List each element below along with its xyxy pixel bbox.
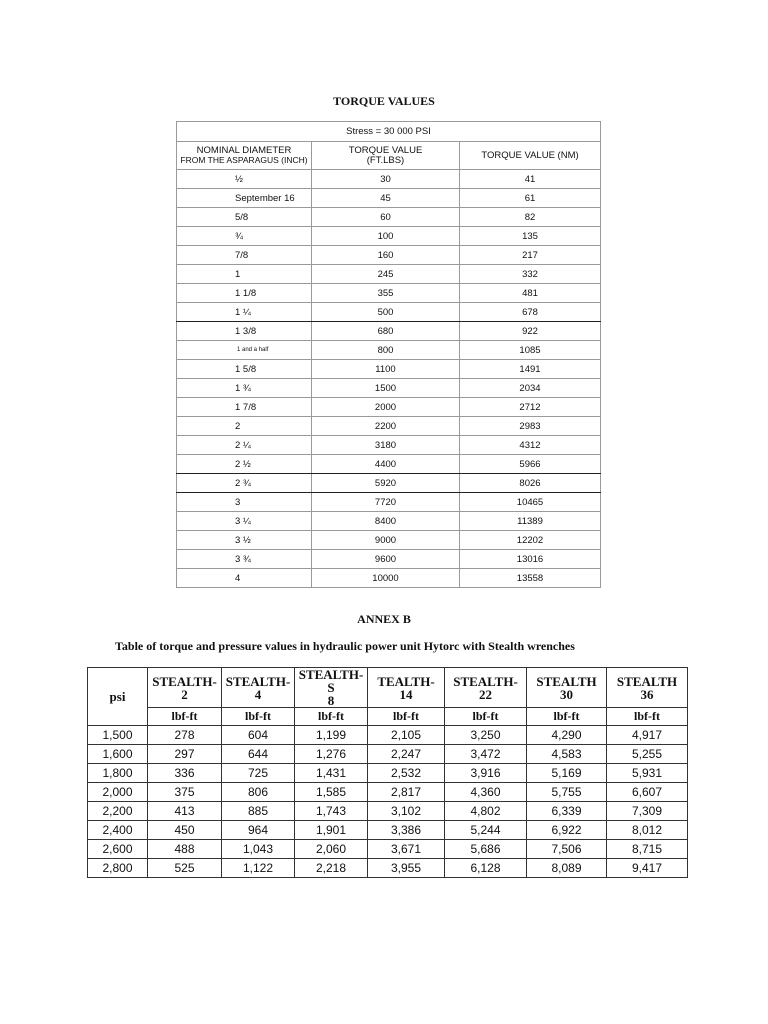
model-header bbox=[607, 668, 688, 708]
nominal-diameter-header-line1: NOMINAL DIAMETER bbox=[196, 145, 292, 157]
torque-nm-cell: 217 bbox=[460, 246, 601, 265]
torque-ftlbs-cell: 245 bbox=[312, 265, 460, 284]
diameter-cell: 1 3/8 bbox=[177, 322, 312, 341]
torque-cell: 4,360 bbox=[445, 783, 527, 802]
torque-nm-cell: 922 bbox=[460, 322, 601, 341]
torque-values-table bbox=[176, 121, 601, 588]
model-header bbox=[368, 668, 445, 708]
torque-ftlbs-header-line1: TORQUE VALUE bbox=[348, 144, 423, 156]
torque-cell: 488 bbox=[148, 840, 222, 859]
torque-ftlbs-header-line2: (FT.LBS) bbox=[366, 154, 405, 166]
torque-cell: 4,917 bbox=[607, 726, 688, 745]
diameter-cell: 1 1/8 bbox=[177, 284, 312, 303]
model-header-line1: STEALTH bbox=[536, 673, 597, 689]
psi-cell: 2,400 bbox=[88, 821, 148, 840]
torque-cell: 2,247 bbox=[368, 745, 445, 764]
diameter-cell: ½ bbox=[177, 170, 312, 189]
diameter-cell: 1 and a half bbox=[177, 341, 312, 360]
torque-cell: 8,715 bbox=[607, 840, 688, 859]
torque-ftlbs-cell: 45 bbox=[312, 189, 460, 208]
torque-cell: 413 bbox=[148, 802, 222, 821]
torque-cell: 2,817 bbox=[368, 783, 445, 802]
torque-cell: 6,607 bbox=[607, 783, 688, 802]
diameter-cell: ¾ bbox=[177, 227, 312, 246]
model-header-line1: STEALTH- bbox=[225, 673, 291, 689]
model-header-line1: STEALTH bbox=[616, 673, 678, 689]
model-header bbox=[295, 668, 368, 708]
table-row bbox=[177, 417, 601, 436]
torque-cell: 8,089 bbox=[527, 859, 607, 878]
torque-nm-cell: 678 bbox=[460, 303, 601, 322]
nominal-diameter-header bbox=[177, 142, 312, 170]
diameter-cell: 1 7/8 bbox=[177, 398, 312, 417]
torque-nm-cell: 2712 bbox=[460, 398, 601, 417]
table-row bbox=[177, 398, 601, 417]
torque-cell: 9,417 bbox=[607, 859, 688, 878]
torque-cell: 6,339 bbox=[527, 802, 607, 821]
diameter-cell: 3 ½ bbox=[177, 531, 312, 550]
torque-ftlbs-cell: 500 bbox=[312, 303, 460, 322]
table-row bbox=[177, 341, 601, 360]
torque-ftlbs-cell: 9600 bbox=[312, 550, 460, 569]
unit-header: lbf-ft bbox=[148, 708, 222, 726]
table-row bbox=[177, 189, 601, 208]
psi-cell: 2,200 bbox=[88, 802, 148, 821]
torque-cell: 4,583 bbox=[527, 745, 607, 764]
model-header-line2: 36 bbox=[640, 686, 654, 702]
torque-nm-cell: 5966 bbox=[460, 455, 601, 474]
torque-cell: 5,244 bbox=[445, 821, 527, 840]
table-row bbox=[177, 246, 601, 265]
torque-cell: 1,743 bbox=[295, 802, 368, 821]
torque-ftlbs-cell: 3180 bbox=[312, 436, 460, 455]
torque-cell: 725 bbox=[222, 764, 295, 783]
diameter-cell: 7/8 bbox=[177, 246, 312, 265]
psi-cell: 2,800 bbox=[88, 859, 148, 878]
diameter-cell: 3 ¼ bbox=[177, 512, 312, 531]
torque-cell: 375 bbox=[148, 783, 222, 802]
table-row bbox=[177, 455, 601, 474]
torque-cell: 7,309 bbox=[607, 802, 688, 821]
torque-ftlbs-cell: 10000 bbox=[312, 569, 460, 588]
diameter-cell: September 16 bbox=[177, 189, 312, 208]
torque-cell: 8,012 bbox=[607, 821, 688, 840]
table-row bbox=[177, 170, 601, 189]
diameter-cell: 2 ¾ bbox=[177, 474, 312, 493]
torque-cell: 3,250 bbox=[445, 726, 527, 745]
psi-cell: 1,500 bbox=[88, 726, 148, 745]
model-header bbox=[445, 668, 527, 708]
torque-cell: 5,686 bbox=[445, 840, 527, 859]
table-row bbox=[177, 265, 601, 284]
diameter-cell: 2 ½ bbox=[177, 455, 312, 474]
table-row bbox=[88, 726, 688, 745]
torque-ftlbs-cell: 9000 bbox=[312, 531, 460, 550]
annex-title: ANNEX B bbox=[357, 612, 411, 626]
model-header-line2: 22 bbox=[479, 686, 492, 702]
unit-header: lbf-ft bbox=[607, 708, 688, 726]
table-row bbox=[177, 531, 601, 550]
diameter-cell: 1 ¾ bbox=[177, 379, 312, 398]
torque-ftlbs-cell: 2000 bbox=[312, 398, 460, 417]
table-row bbox=[88, 764, 688, 783]
torque-ftlbs-cell: 1500 bbox=[312, 379, 460, 398]
torque-cell: 6,922 bbox=[527, 821, 607, 840]
diameter-cell: 1 bbox=[177, 265, 312, 284]
torque-cell: 278 bbox=[148, 726, 222, 745]
stealth-pressure-table bbox=[87, 667, 688, 878]
torque-nm-cell: 332 bbox=[460, 265, 601, 284]
torque-cell: 3,916 bbox=[445, 764, 527, 783]
torque-ftlbs-cell: 8400 bbox=[312, 512, 460, 531]
torque-ftlbs-cell: 1100 bbox=[312, 360, 460, 379]
torque-ftlbs-cell: 5920 bbox=[312, 474, 460, 493]
torque-cell: 604 bbox=[222, 726, 295, 745]
table-row bbox=[177, 284, 601, 303]
annex-caption: Table of torque and pressure values in hydraulic power unit Hytorc with Stealth wrenches bbox=[115, 639, 575, 653]
unit-header: lbf-ft bbox=[295, 708, 368, 726]
diameter-cell: 2 bbox=[177, 417, 312, 436]
torque-ftlbs-cell: 100 bbox=[312, 227, 460, 246]
diameter-cell: 3 bbox=[177, 493, 312, 512]
torque-ftlbs-cell: 4400 bbox=[312, 455, 460, 474]
torque-cell: 1,585 bbox=[295, 783, 368, 802]
table-row bbox=[177, 360, 601, 379]
torque-nm-cell: 2034 bbox=[460, 379, 601, 398]
torque-cell: 3,671 bbox=[368, 840, 445, 859]
torque-cell: 5,755 bbox=[527, 783, 607, 802]
unit-header: lbf-ft bbox=[222, 708, 295, 726]
page-title: TORQUE VALUES bbox=[333, 94, 435, 108]
torque-nm-cell: 10465 bbox=[460, 493, 601, 512]
model-header bbox=[222, 668, 295, 708]
torque-cell: 2,105 bbox=[368, 726, 445, 745]
torque-nm-cell: 13016 bbox=[460, 550, 601, 569]
model-header bbox=[527, 668, 607, 708]
torque-ftlbs-header bbox=[312, 142, 460, 170]
torque-cell: 1,199 bbox=[295, 726, 368, 745]
torque-nm-cell: 12202 bbox=[460, 531, 601, 550]
torque-cell: 6,128 bbox=[445, 859, 527, 878]
torque-cell: 1,043 bbox=[222, 840, 295, 859]
table-row bbox=[177, 474, 601, 493]
torque-cell: 1,276 bbox=[295, 745, 368, 764]
model-header-line2: 14 bbox=[399, 686, 413, 702]
torque-cell: 3,955 bbox=[368, 859, 445, 878]
torque-cell: 3,386 bbox=[368, 821, 445, 840]
table-row bbox=[177, 550, 601, 569]
torque-ftlbs-cell: 680 bbox=[312, 322, 460, 341]
table-row bbox=[177, 436, 601, 455]
diameter-cell: 2 ¼ bbox=[177, 436, 312, 455]
torque-cell: 5,931 bbox=[607, 764, 688, 783]
diameter-cell: 3 ¾ bbox=[177, 550, 312, 569]
table-row bbox=[88, 783, 688, 802]
model-header-line1: STEALTH- bbox=[152, 673, 217, 689]
stress-header: Stress = 30 000 PSI bbox=[177, 122, 601, 142]
table-row bbox=[177, 512, 601, 531]
model-header-line2: 4 bbox=[254, 686, 262, 702]
torque-cell: 1,122 bbox=[222, 859, 295, 878]
model-header-line1: STEALTH- S bbox=[298, 667, 364, 695]
torque-nm-cell: 41 bbox=[460, 170, 601, 189]
torque-ftlbs-cell: 160 bbox=[312, 246, 460, 265]
psi-cell: 1,600 bbox=[88, 745, 148, 764]
torque-cell: 2,060 bbox=[295, 840, 368, 859]
table-row bbox=[177, 569, 601, 588]
model-header-line2: 2 bbox=[181, 686, 188, 702]
table-row bbox=[177, 379, 601, 398]
torque-nm-cell: 13558 bbox=[460, 569, 601, 588]
torque-ftlbs-cell: 30 bbox=[312, 170, 460, 189]
table-row bbox=[88, 821, 688, 840]
torque-nm-cell: 135 bbox=[460, 227, 601, 246]
torque-ftlbs-cell: 2200 bbox=[312, 417, 460, 436]
torque-nm-header: TORQUE VALUE (NM) bbox=[460, 142, 601, 170]
torque-cell: 806 bbox=[222, 783, 295, 802]
table-row bbox=[177, 303, 601, 322]
torque-ftlbs-cell: 60 bbox=[312, 208, 460, 227]
torque-cell: 297 bbox=[148, 745, 222, 764]
torque-cell: 3,472 bbox=[445, 745, 527, 764]
unit-header: lbf-ft bbox=[368, 708, 445, 726]
torque-nm-cell: 1491 bbox=[460, 360, 601, 379]
table-row bbox=[177, 493, 601, 512]
torque-ftlbs-cell: 800 bbox=[312, 341, 460, 360]
torque-cell: 450 bbox=[148, 821, 222, 840]
torque-cell: 4,290 bbox=[527, 726, 607, 745]
table-row bbox=[88, 745, 688, 764]
unit-header: lbf-ft bbox=[527, 708, 607, 726]
torque-cell: 1,431 bbox=[295, 764, 368, 783]
torque-cell: 2,218 bbox=[295, 859, 368, 878]
torque-nm-cell: 82 bbox=[460, 208, 601, 227]
torque-cell: 885 bbox=[222, 802, 295, 821]
table-row bbox=[177, 227, 601, 246]
torque-cell: 4,802 bbox=[445, 802, 527, 821]
table-row bbox=[177, 322, 601, 341]
torque-ftlbs-cell: 355 bbox=[312, 284, 460, 303]
torque-nm-cell: 2983 bbox=[460, 417, 601, 436]
diameter-cell: 4 bbox=[177, 569, 312, 588]
diameter-cell: 1 ¼ bbox=[177, 303, 312, 322]
model-header-line2: 30 bbox=[560, 686, 573, 702]
torque-cell: 1,901 bbox=[295, 821, 368, 840]
table-row bbox=[88, 859, 688, 878]
torque-cell: 5,255 bbox=[607, 745, 688, 764]
torque-cell: 525 bbox=[148, 859, 222, 878]
torque-cell: 964 bbox=[222, 821, 295, 840]
model-header-line1: STEALTH- bbox=[453, 673, 518, 689]
torque-cell: 7,506 bbox=[527, 840, 607, 859]
model-header-line2: 8 bbox=[327, 693, 335, 708]
table-row bbox=[177, 208, 601, 227]
torque-nm-cell: 4312 bbox=[460, 436, 601, 455]
torque-cell: 336 bbox=[148, 764, 222, 783]
torque-ftlbs-cell: 7720 bbox=[312, 493, 460, 512]
psi-header: psi bbox=[88, 668, 148, 726]
torque-nm-cell: 61 bbox=[460, 189, 601, 208]
torque-cell: 3,102 bbox=[368, 802, 445, 821]
table-row bbox=[88, 802, 688, 821]
psi-cell: 1,800 bbox=[88, 764, 148, 783]
torque-cell: 644 bbox=[222, 745, 295, 764]
unit-header: lbf-ft bbox=[445, 708, 527, 726]
torque-nm-cell: 11389 bbox=[460, 512, 601, 531]
psi-cell: 2,000 bbox=[88, 783, 148, 802]
diameter-cell: 1 5/8 bbox=[177, 360, 312, 379]
psi-cell: 2,600 bbox=[88, 840, 148, 859]
torque-nm-cell: 1085 bbox=[460, 341, 601, 360]
table-row bbox=[88, 840, 688, 859]
model-header-line1: TEALTH- bbox=[377, 673, 435, 689]
model-header bbox=[148, 668, 222, 708]
torque-cell: 5,169 bbox=[527, 764, 607, 783]
torque-cell: 2,532 bbox=[368, 764, 445, 783]
diameter-cell: 5/8 bbox=[177, 208, 312, 227]
torque-nm-cell: 8026 bbox=[460, 474, 601, 493]
nominal-diameter-header-line2: FROM THE ASPARAGUS (INCH) bbox=[180, 155, 308, 166]
torque-nm-cell: 481 bbox=[460, 284, 601, 303]
